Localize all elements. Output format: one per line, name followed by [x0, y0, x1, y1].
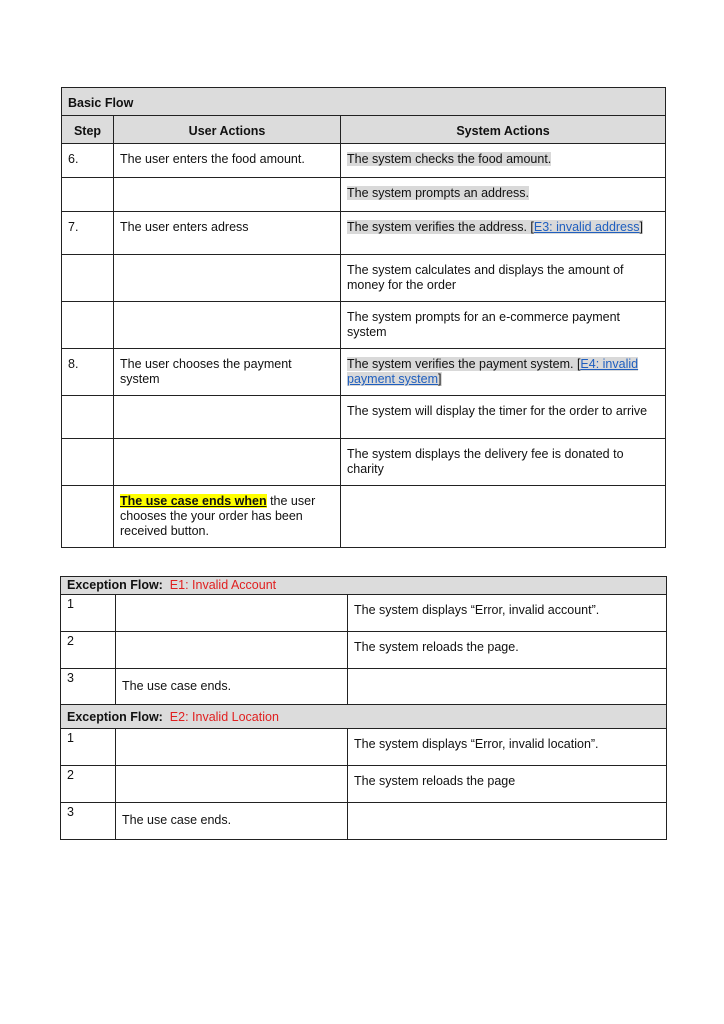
table-row: [61, 766, 667, 803]
system-action-cell: The system calculates and displays the amount of money for the order: [341, 255, 666, 302]
table-row: [62, 349, 666, 396]
table-row: [62, 144, 666, 178]
user-action-cell: [116, 632, 348, 669]
user-action-cell: [116, 766, 348, 803]
row-number: 2: [61, 766, 116, 803]
step-cell: [62, 486, 114, 548]
user-action-cell: [114, 178, 341, 212]
row-number: 2: [61, 632, 116, 669]
user-action-cell: The use case ends.: [116, 803, 348, 840]
system-action-cell: The system displays “Error, invalid location”.: [348, 729, 667, 766]
step-cell: [62, 255, 114, 302]
system-action-cell: [341, 349, 666, 396]
exception-name: E1: Invalid Account: [169, 578, 277, 592]
user-action-cell: [114, 439, 341, 486]
system-action-cell: The system reloads the page.: [348, 632, 667, 669]
user-action-cell: [116, 729, 348, 766]
step-cell: [62, 439, 114, 486]
table-row: [61, 632, 667, 669]
row-number: 1: [61, 595, 116, 632]
user-action-cell: The user chooses the payment system: [114, 349, 341, 396]
use-case-end-highlight: The use case ends when: [120, 494, 267, 508]
system-action-text: The system verifies the payment system. [: [347, 357, 581, 371]
exception-flow-e1-table: [60, 576, 667, 706]
user-action-cell: [114, 255, 341, 302]
table-row: [62, 396, 666, 439]
user-action-cell: [116, 595, 348, 632]
system-action-cell: The system will display the timer for the order to arrive: [341, 396, 666, 439]
user-action-cell: [114, 486, 341, 548]
exception-flow-header: [61, 577, 667, 595]
system-action-cell: The system displays “Error, invalid account”.: [348, 595, 667, 632]
table-row: [61, 729, 667, 766]
step-cell: 6.: [62, 144, 114, 178]
table-row: [62, 439, 666, 486]
table-row: [61, 803, 667, 840]
table-row: [62, 255, 666, 302]
user-action-cell: [114, 302, 341, 349]
system-action-cell: The system reloads the page: [348, 766, 667, 803]
exception-flow-e2-table: [60, 704, 667, 840]
step-cell: 7.: [62, 212, 114, 255]
table-row: [61, 669, 667, 706]
bracket-close: ]: [639, 220, 643, 234]
user-actions-header: User Actions: [114, 116, 341, 144]
user-action-cell: The use case ends.: [116, 669, 348, 706]
step-header: Step: [62, 116, 114, 144]
system-action-cell: [341, 178, 666, 212]
row-number: 3: [61, 669, 116, 706]
exception-flow-label: Exception Flow:: [67, 710, 163, 724]
table-row: [61, 595, 667, 632]
step-cell: [62, 396, 114, 439]
system-action-cell: [348, 669, 667, 706]
user-action-text: the user chooses the your order has been received button.: [120, 494, 316, 538]
system-action-cell: [341, 212, 666, 255]
step-cell: [62, 178, 114, 212]
row-number: 3: [61, 803, 116, 840]
system-action-text: The system checks the food amount.: [347, 152, 552, 166]
system-action-cell: [341, 144, 666, 178]
step-cell: [62, 302, 114, 349]
table-row: [62, 486, 666, 548]
exception-flow-header: [61, 705, 667, 729]
exception-flow-label: Exception Flow:: [67, 578, 163, 592]
table-row: [62, 178, 666, 212]
basic-flow-title: Basic Flow: [62, 88, 666, 116]
system-action-text: The system prompts an address.: [347, 186, 530, 200]
system-action-cell: The system prompts for an e-commerce payment system: [341, 302, 666, 349]
user-action-cell: The user enters the food amount.: [114, 144, 341, 178]
user-action-cell: The user enters adress: [114, 212, 341, 255]
exception-link-e4[interactable]: E4: invalid payment system: [347, 357, 639, 386]
system-action-cell: [348, 803, 667, 840]
table-row: [62, 302, 666, 349]
step-cell: 8.: [62, 349, 114, 396]
user-action-cell: [114, 396, 341, 439]
exception-name: E2: Invalid Location: [169, 710, 279, 724]
system-action-cell: [341, 486, 666, 548]
basic-flow-table: [61, 87, 666, 548]
system-action-text: The system verifies the address. [: [347, 220, 534, 234]
exception-link-e3[interactable]: E3: invalid address: [533, 220, 640, 234]
table-row: [62, 212, 666, 255]
system-action-cell: The system displays the delivery fee is donated to charity: [341, 439, 666, 486]
bracket-close: ]: [438, 372, 442, 386]
system-actions-header: System Actions: [341, 116, 666, 144]
row-number: 1: [61, 729, 116, 766]
